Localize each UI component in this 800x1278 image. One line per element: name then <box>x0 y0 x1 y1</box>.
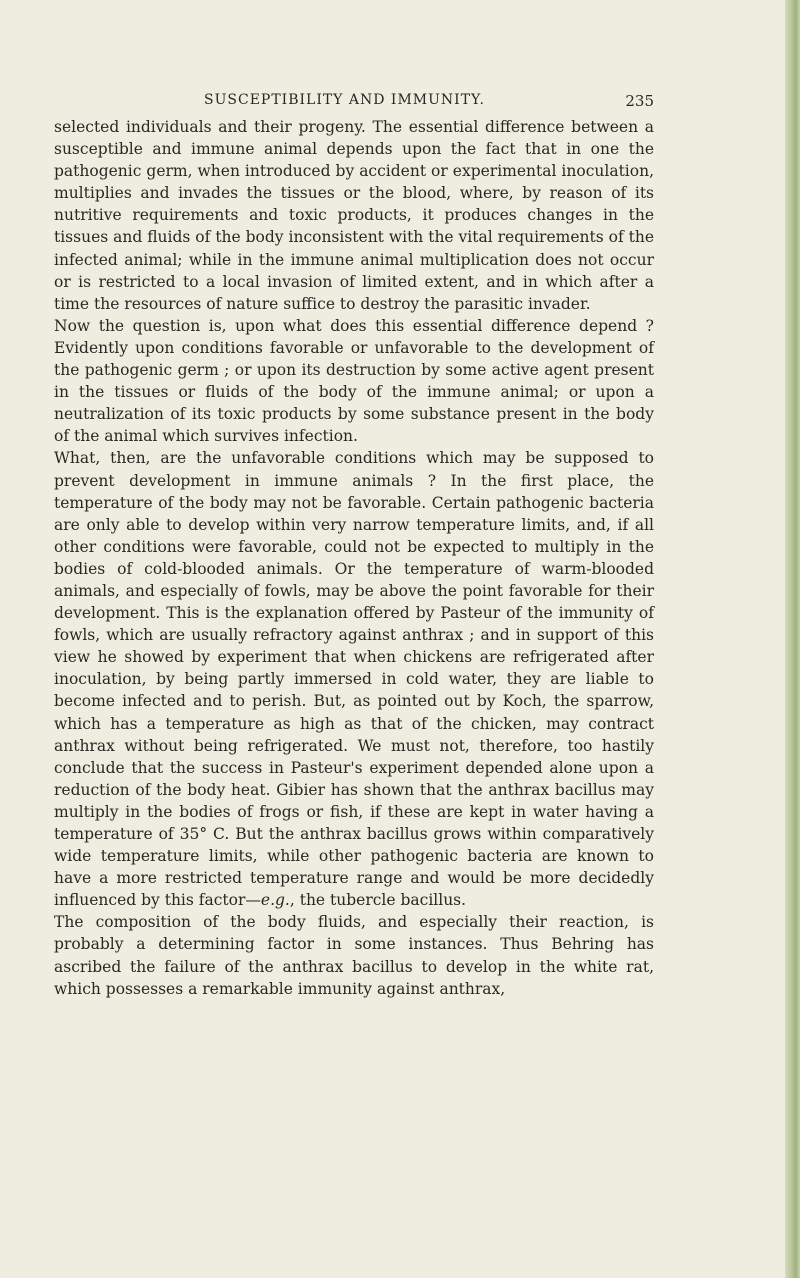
paragraph-text: What, then, are the unfavorable conditions which may be supposed to prevent development in immune animals ? In the first place, the temperature of the body may not be favorable. Certain pathogenic bacteria are only able to develop within very narrow temperature limits, and, if all other conditions were favorable, could not be expected to multiply in the bodies of cold-blooded animals. Or the temperature of warm-blooded animals, and especially of fowls, may be above the point favorable for their development. This is the explanation offered by Pasteur of the immunity of fowls, which are usually refractory against anthrax ; and in support of this view he showed by experiment that when chickens are refrigerated after inoculation, by being partly immersed in cold water, they are liable to become infected and to perish. But, as pointed out by Koch, the sparrow, which has a temperature as high as that of the chicken, may contract anthrax without being refrigerated. We must not, therefore, too hastily conclude that the success in Pasteur's experiment depended alone upon a reduction of the body heat. Gibier has shown that the anthrax bacillus may multiply in the bodies of frogs or fish, if these are kept in water having a temperature of 35° C. But the anthrax bacillus grows within comparatively wide temperature limits, while other pathogenic bacteria are known to have a more restricted temperature range and would be more decidedly influenced by this factor— <box>54 449 654 910</box>
paragraph-text: The composition of the body fluids, and especially their reaction, is probably a determining factor in some instances. Thus Behring has ascribed the failure of the anthrax bacillus to develop in the white rat, which possesses a remarkable immunity against anthrax, <box>54 913 654 998</box>
paragraph <box>54 447 654 911</box>
paragraph <box>54 315 654 448</box>
paragraph-text-continued: , the tubercle bacillus. <box>289 891 467 910</box>
running-header <box>54 92 654 116</box>
paragraph <box>54 116 654 315</box>
running-title: SUSCEPTIBILITY AND IMMUNITY. <box>204 92 485 108</box>
page-number: 235 <box>625 92 654 110</box>
italic-abbreviation: e.g. <box>260 891 290 910</box>
paragraph-text: selected individuals and their progeny. The essential difference between a susceptible and immune animal depends upon the fact that in one the pathogenic germ, when introduced by accident or experimental inoculation, multiplies and invades the tissues or the blood, where, by reason of its nutritive requirements and toxic products, it produces changes in the tissues and fluids of the body inconsistent with the vital requirements of the infected animal; while in the immune animal multiplication does not occur or is restricted to a local invasion of limited extent, and in which after a time the resources of nature suffice to destroy the parasitic invader. <box>54 118 654 313</box>
body-text <box>54 116 654 1000</box>
paragraph-text: Now the question is, upon what does this essential difference depend ? Evidently upon conditions favorable or unfavorable to the development of the pathogenic germ ; or upon its destruction by some active agent present in the tissues or fluids of the body of the immune animal; or upon a neutralization of its toxic products by some substance present in the body of the animal which survives infection. <box>54 316 654 446</box>
paragraph <box>54 911 654 999</box>
page-edge-decoration <box>785 0 800 1278</box>
